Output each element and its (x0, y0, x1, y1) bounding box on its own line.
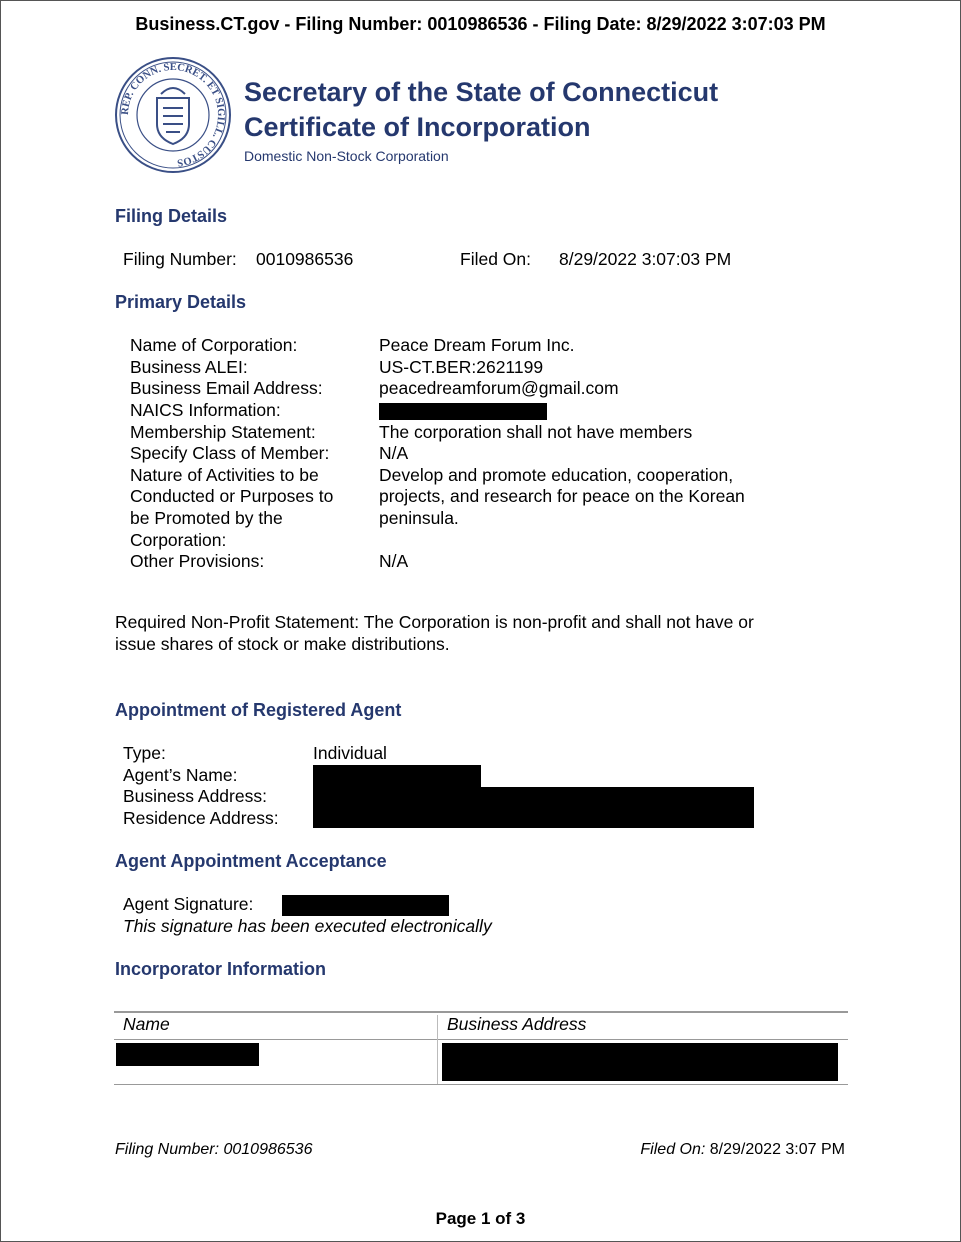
label-agent-name: Agent’s Name: (123, 765, 238, 785)
table-top-rule (114, 1011, 848, 1013)
value-name-of-corporation: Peace Dream Forum Inc. (379, 335, 575, 355)
footer-filed-on (640, 1141, 845, 1159)
redaction-incorporator-name (116, 1043, 259, 1066)
redaction-incorporator-address (442, 1043, 838, 1081)
value-nature-line1: Develop and promote education, cooperation, (379, 465, 734, 485)
value-agent-type: Individual (313, 743, 387, 763)
title-secretary: Secretary of the State of Connecticut (244, 77, 719, 107)
label-class-of-member: Specify Class of Member: (130, 443, 330, 463)
filing-details-heading: Filing Details (115, 206, 228, 226)
filed-on-label: Filed On: (460, 249, 531, 269)
redaction-naics (379, 403, 547, 420)
filing-number-label: Filing Number: (123, 249, 237, 269)
value-membership: The corporation shall not have members (379, 422, 693, 442)
footer-filed-on-label: Filed On: (640, 1141, 706, 1158)
label-naics: NAICS Information: (130, 400, 281, 420)
filed-on-value: 8/29/2022 3:07:03 PM (559, 249, 732, 269)
value-business-email: peacedreamforum@gmail.com (379, 378, 619, 398)
seal-text: REP. CONN. SECRET. ET SIGILL. CUSTOS (119, 61, 227, 168)
value-business-alei: US-CT.BER:2621199 (379, 357, 544, 377)
redaction-agent-name (313, 765, 481, 787)
footer-filing-number (115, 1141, 312, 1159)
label-nature-line4: Corporation: (130, 530, 227, 550)
column-header-business-address: Business Address (447, 1014, 587, 1034)
label-agent-signature: Agent Signature: (123, 894, 254, 914)
footer-filed-on-value: 8/29/2022 3:07 PM (709, 1141, 845, 1158)
value-other-provisions: N/A (379, 551, 409, 571)
table-column-divider (437, 1015, 438, 1085)
value-nature-line2: projects, and research for peace on the Korean (379, 486, 745, 506)
label-agent-type: Type: (123, 743, 166, 763)
page-number: Page 1 of 3 (435, 1209, 526, 1228)
footer-filing-number-label: Filing Number: (115, 1141, 220, 1158)
table-bottom-rule (114, 1084, 848, 1085)
label-other-provisions: Other Provisions: (130, 551, 265, 571)
column-header-name: Name (123, 1014, 170, 1034)
incorporator-heading: Incorporator Information (115, 959, 326, 979)
primary-details-heading: Primary Details (115, 292, 247, 312)
subtitle: Domestic Non-Stock Corporation (244, 148, 449, 164)
filing-number-value: 0010986536 (256, 249, 354, 269)
value-class-of-member: N/A (379, 443, 409, 463)
label-nature-line2: Conducted or Purposes to (130, 486, 334, 506)
acceptance-heading: Agent Appointment Acceptance (115, 851, 387, 871)
state-seal-icon (114, 56, 232, 174)
label-name-of-corporation: Name of Corporation: (130, 335, 298, 355)
title-certificate: Certificate of Incorporation (244, 112, 591, 142)
registered-agent-heading: Appointment of Registered Agent (115, 700, 402, 720)
label-residence-address: Residence Address: (123, 808, 279, 828)
table-header-rule (114, 1039, 848, 1040)
nonprofit-statement-line2: issue shares of stock or make distributions. (115, 634, 450, 654)
signature-note: This signature has been executed electronically (123, 916, 492, 936)
label-nature-line3: be Promoted by the (130, 508, 283, 528)
redaction-agent-addresses (313, 787, 754, 828)
label-business-email: Business Email Address: (130, 378, 323, 398)
footer-filing-number-value: 0010986536 (223, 1141, 313, 1158)
label-business-address: Business Address: (123, 786, 267, 806)
nonprofit-statement-line1: Required Non-Profit Statement: The Corporation is non-profit and shall not have or (115, 612, 754, 632)
label-membership: Membership Statement: (130, 422, 316, 442)
redaction-agent-signature (282, 895, 449, 916)
document-header: Business.CT.gov - Filing Number: 0010986536 - Filing Date: 8/29/2022 3:07:03 PM (135, 14, 826, 34)
label-nature-line1: Nature of Activities to be (130, 465, 319, 485)
label-business-alei: Business ALEI: (130, 357, 248, 377)
value-nature-line3: peninsula. (379, 508, 459, 528)
